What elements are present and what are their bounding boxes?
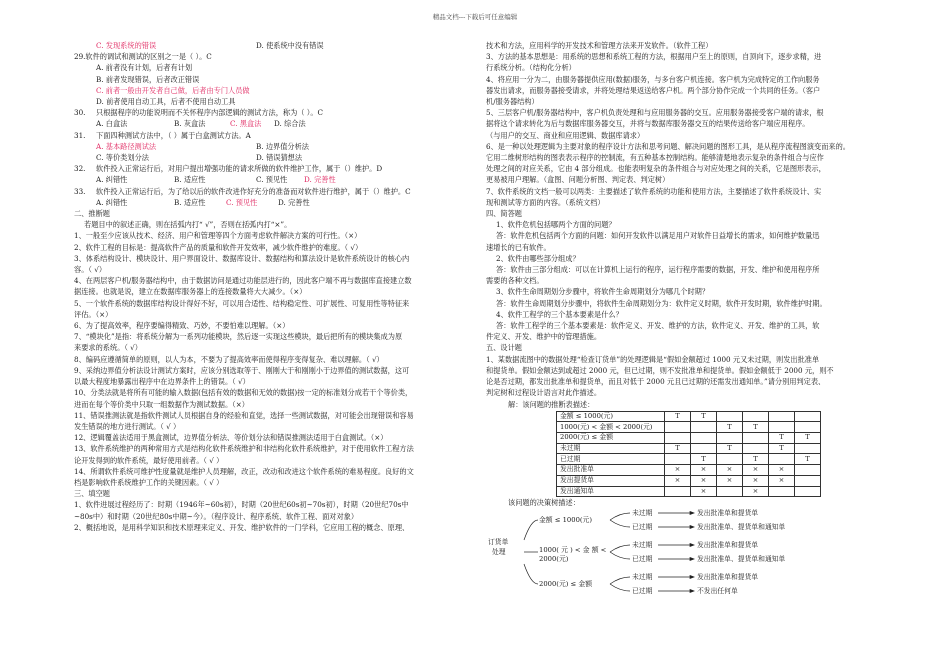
decision-table-row xyxy=(557,433,821,444)
q30-option-b: B. 灰盒法 xyxy=(174,119,206,129)
tree-leaf-cond-4: 已过期 xyxy=(632,555,653,564)
decision-table-cell: × xyxy=(769,465,795,476)
question-31 xyxy=(74,130,460,141)
judgement-9: 9、采纳边界值分析法设计测试方案时，应该分别选取等于、刚刚大于和刚刚小于边界值的测试数据，这可 xyxy=(74,365,410,375)
decision-tree-title: 该问题的决策树描述： xyxy=(508,498,580,508)
short-a2: 答：软件由三部分组成：可以在计算机上运行的程序，运行程序需要的数据，开发、维护和使用程序所 xyxy=(496,265,820,275)
decision-table-row-label: 发出批准单 xyxy=(557,465,665,476)
fill-6-cont2: 处理之间的对应关系，它由 4 部分组成。也能表明复杂的条件组合与对应处理之间的关系，它是图形表示， xyxy=(486,164,826,174)
decision-table-cell: × xyxy=(665,475,691,486)
judgement-3-cont: 容。（ √） xyxy=(74,265,107,275)
fill-4-cont: 器发出请求，而服务器接受请求，并将处理结果返送给客户机。两个部分协作完成一个共同的任务。（客户 xyxy=(486,85,821,95)
question-32 xyxy=(74,163,460,174)
judgement-1: 1、一般至少应该从技术、经济、用户和管理等四个方面考虑软件解决方案的可行性。（×） xyxy=(74,231,362,241)
q29-option-c: C. 前者一般由开发者自己做，后者由专门人员做 xyxy=(96,85,250,95)
judgement-11: 11、错误推测法就是指软件测试人员根据自身的经验和直觉，选择一些测试数据，对可能会出现错误和容易 xyxy=(74,410,414,420)
judgement-3: 3、体系结构设计、模块设计、用户界面设计、数据库设计、数据结构和算法设计是软件系统设计的核心内 xyxy=(74,253,410,263)
fill-1: 1、软件进展过程经历了：时期（1946年~60s初），时期（20世纪60s初~70s初），时期（20世纪70s中 xyxy=(74,500,409,510)
decision-table-cell: T xyxy=(691,454,717,465)
decision-table-row xyxy=(557,454,821,465)
judgement-10: 10、分类法就是将所有可能的输入数据(包括有效的数据和无效的数据)按一定的标准划分成若干个等价类， xyxy=(74,388,413,398)
decision-table-cell: T xyxy=(691,411,717,422)
decision-table-cell: T xyxy=(717,422,743,433)
decision-table-cell: × xyxy=(743,475,769,486)
fill-7-cont: 现和测试等方面的内容。（系统文档） xyxy=(486,197,605,207)
decision-table-cell: T xyxy=(665,443,691,454)
q31-options-cd xyxy=(74,152,460,163)
decision-table-row xyxy=(557,411,821,422)
page-header: 精品文档---下载后可任意编辑 xyxy=(432,13,518,21)
decision-table-cell xyxy=(665,433,691,444)
q31-option-b: B. 边界值分析法 xyxy=(256,141,309,151)
tree-leaf-cond-1: 未过期 xyxy=(632,509,653,518)
question-30 xyxy=(74,107,460,118)
decision-table-cell: T xyxy=(769,443,795,454)
q-top-options xyxy=(74,40,460,51)
decision-table-cell xyxy=(769,486,795,497)
decision-table-cell xyxy=(717,411,743,422)
q31-option-c: C. 等价类划分法 xyxy=(96,153,149,163)
fill-3-cont: 行系统分析。（结构化分析） xyxy=(486,63,576,73)
decision-table-cell: × xyxy=(665,465,691,476)
q31-options-ab xyxy=(74,141,460,152)
q29-option-a: A. 前者没有计划，后者有计划 xyxy=(96,63,193,73)
design-1-cont: 和提货单。假如金额达到或超过 2000 元，但已过期，则不发批准单和提货单。假如金额低于 2000 元，则不 xyxy=(486,365,834,375)
judgement-5: 5、一个软件系统的数据库结构设计得好不好，可以用合适性、结构稳定性、可扩展性、可复用性等特征来 xyxy=(74,298,410,308)
decision-table-cell: × xyxy=(691,486,717,497)
q32-num: 32. xyxy=(74,164,86,174)
decision-table-cell xyxy=(769,422,795,433)
section-judgement-heading: 二、推断题 xyxy=(74,209,110,219)
q31-option-a: A. 基本路径测试法 xyxy=(96,141,157,151)
q30-options xyxy=(74,118,460,129)
short-a2-cont: 需要的各种文档。 xyxy=(486,276,544,286)
tree-branch-low: 金额 ≤ 1000(元) xyxy=(539,516,593,525)
decision-table-cell: × xyxy=(769,475,795,486)
q33-option-d: D. 完善性 xyxy=(278,197,310,207)
decision-table-row-label: 未过期 xyxy=(557,443,665,454)
short-a4: 答：软件工程学的三个基本要素是：软件定义、开发、维护的方法，软件定义、开发、维护的工具，软 xyxy=(496,321,820,331)
decision-table-cell: T xyxy=(743,454,769,465)
decision-table-cell: × xyxy=(691,475,717,486)
decision-table-cell xyxy=(691,433,717,444)
tree-action-5: 发出批准单和提货单 xyxy=(697,573,759,582)
judgement-14: 14、所谓软件系统可维护性度量就是维护人员理解，改正，改动和改进这个软件系统的难易程度。良好的文 xyxy=(74,466,414,476)
q33-option-c: C. 预见性 xyxy=(226,197,258,207)
q32-option-b: B. 适应性 xyxy=(174,175,206,185)
decision-table-cell: T xyxy=(769,433,795,444)
tree-leaf-cond-3: 未过期 xyxy=(632,541,653,550)
design-1: 1、某数据流图中的数据处理“检查订货单”的处理逻辑是“假如金额超过 1000 元又未过期，则发出批准单 xyxy=(486,354,820,364)
decision-tree-lines xyxy=(486,510,878,620)
decision-table-cell: T xyxy=(665,411,691,422)
decision-table xyxy=(556,411,821,498)
tree-branch-mid-cont: 2000(元) xyxy=(539,555,569,564)
q32-option-a: A. 纠错性 xyxy=(96,175,128,185)
section-design-heading: 五、设计题 xyxy=(486,343,522,353)
judgement-14-cont: 档是影响软件系统维护工作的关键因素。（ √ ） xyxy=(74,477,224,487)
decision-table-cell xyxy=(795,475,821,486)
decision-table-row-label: 1000(元) < 金额 < 2000(元) xyxy=(557,422,665,433)
q30-stem: 只根据程序的功能说明而不关怀程序内部逻辑的测试方法，称为（ ）。C xyxy=(96,108,323,118)
judgement-13: 13、软件系统维护的两种常用方式是结构化软件系统维护和非结构化软件系统维护，对于使用软件工程方法 xyxy=(74,444,414,454)
decision-table-row-label: 已过期 xyxy=(557,454,665,465)
decision-table-cell xyxy=(769,411,795,422)
q33-num: 33. xyxy=(74,186,86,196)
decision-table-cell xyxy=(795,443,821,454)
q32-stem: 软件投入正常运行后，对用户提出增强功能的请求所做的软件维护工作，属于（）维护。D xyxy=(96,164,383,174)
decision-table-cell xyxy=(795,465,821,476)
decision-table-cell xyxy=(795,411,821,422)
section-fill-heading: 三、填空题 xyxy=(74,489,110,499)
decision-table-cell xyxy=(665,486,691,497)
decision-table-cell xyxy=(665,422,691,433)
judgement-4-cont: 据连接。也就是说，建立在数据库服务器上的连接数量将大大减少。（×） xyxy=(74,287,307,297)
q33-options xyxy=(74,197,460,208)
decision-table-cell: T xyxy=(795,454,821,465)
fill-5-cont2: （与用户的交互、商业和应用逻辑、数据库请求） xyxy=(486,130,645,140)
decision-table-cell: × xyxy=(743,486,769,497)
decision-table-cell: T xyxy=(717,443,743,454)
decision-table-cell xyxy=(717,433,743,444)
decision-table-cell: T xyxy=(795,433,821,444)
decision-table-cell xyxy=(665,454,691,465)
short-a1-cont: 速增长的已有软件。 xyxy=(486,242,551,252)
tree-action-3: 发出批准单和提货单 xyxy=(697,541,759,550)
short-q2: 2、软件由哪些部分组成？ xyxy=(496,253,580,263)
short-a4-cont: 件定义、开发、维护中的管理措施。 xyxy=(486,332,602,342)
fill-5: 5、三层客户机/服务器结构中，客户机负责处理和与应用服务器的交互。应用服务器接受客户端的请求，根 xyxy=(486,108,824,118)
option-c: C. 发现系统的错误 xyxy=(96,41,157,50)
option-d: D. 使系统中没有错误 xyxy=(256,41,324,50)
decision-table-cell xyxy=(691,422,717,433)
decision-table-cell: × xyxy=(691,465,717,476)
decision-table-cell xyxy=(717,486,743,497)
fill-6: 6、是一种以处理逻辑为主要对象的程序设计方法和思考问题、解决问题的图形工具，是从程序流程图演变而来的。 xyxy=(486,141,850,151)
q32-option-d: D. 完善性 xyxy=(304,175,336,185)
judgement-9-cont: 以最大程度地暴露出程序中在边界条件上的错误。（ √） xyxy=(74,377,250,387)
decision-table-cell: T xyxy=(743,422,769,433)
tree-action-1: 发出批准单和提货单 xyxy=(697,509,759,518)
design-1-cont2: 论是否过期，都发出批准单和提货单，而且对低于 2000 元且已过期的还需发出通知单。”请分别用判定表、 xyxy=(486,377,826,387)
question-33 xyxy=(74,186,460,197)
fill-6-cont: 它用二维树形结构的图表表示程序的控制流，有五种基本控制结构。能够清楚地表示复杂的条件组合与应作 xyxy=(486,153,824,163)
decision-table-cell xyxy=(795,486,821,497)
decision-table-cell xyxy=(743,411,769,422)
q33-option-b: B. 适应性 xyxy=(174,197,206,207)
judgement-7-cont: 来要求的系统。（ √） xyxy=(74,343,142,353)
judgement-12: 12、逻辑覆盖法适用于黑盒测试，边界值分析法、等价划分法和错误推测法适用于白盒测试。（×） xyxy=(74,433,388,443)
judgement-4: 4、在两层客户机/服务器结构中，由于数据访问是通过功能层进行的，因此客户端不再与数据库直接建立数 xyxy=(74,276,412,286)
short-a1: 答：软件危机包括两个方面的问题：如何开发软件以满足用户对软件日益增长的需求，如何维护数量迅 xyxy=(496,231,820,241)
tree-leaf-cond-5: 未过期 xyxy=(632,573,653,582)
judgement-8: 8、编码应遵循简单的原则，以人为本，不要为了提高效率而使得程序变得复杂、难以理解。（ √） xyxy=(74,354,384,364)
q30-num: 30. xyxy=(74,108,86,118)
tree-branch-mid: 1000( 元 ) < 金 额 < xyxy=(539,546,607,555)
decision-table-cell xyxy=(691,443,717,454)
fill-2-cont: 技术和方法，应用科学的开发技术和管理方法来开发软件。（软件工程） xyxy=(486,41,713,50)
q29-option-d: D. 前者使用自动工具，后者不使用自动工具 xyxy=(96,97,236,107)
decision-table-row-label: 发出提货单 xyxy=(557,475,665,486)
decision-table-cell: × xyxy=(717,465,743,476)
fill-1-cont: ~80s中）和时期（20世纪80s中期~今）。（程序设计、程序系统、软件工程、面对对象） xyxy=(74,511,359,521)
tree-root-line2: 处理 xyxy=(492,548,506,557)
q33-option-a: A. 纠错性 xyxy=(96,197,128,207)
decision-table-cell xyxy=(717,454,743,465)
q33-stem: 软件投入正常运行后，为了给以后的软件改进作好充分的准备而对软件进行维护，属于（）维护。C xyxy=(96,186,411,196)
decision-table-row xyxy=(557,422,821,433)
decision-table-row xyxy=(557,486,821,497)
decision-table-row xyxy=(557,465,821,476)
judgement-2: 2、软件工程的目标是：提高软件产品的质量和软件开发效率，减少软件维护的难度。（ √） xyxy=(74,242,363,252)
tree-action-6: 不发出任何单 xyxy=(697,587,738,596)
short-q3: 3、软件生命周期划分步骤中，将软件生命周期划分为哪几个时期？ xyxy=(496,287,710,297)
judgement-10-cont: 进而在每个等价类中只取一组数据作为测试数据。（×） xyxy=(74,399,249,409)
tree-action-4: 发出批准单、提货单和通知单 xyxy=(697,555,786,564)
judgement-6: 6、为了提高效率，程序要编得精致、巧妙，不要怕难以理解。（×） xyxy=(74,321,290,331)
decision-tree xyxy=(486,510,878,620)
judgement-7: 7、“模块化”是指：将系统分解为一系列功能模块，然后逐一实现这些模块，最后把所有的模块集成为原 xyxy=(74,332,403,342)
decision-table-cell xyxy=(743,443,769,454)
question-29: 29.软件的调试和测试的区别之一是（ ）。C xyxy=(74,52,212,62)
decision-table-cell xyxy=(769,454,795,465)
q31-option-d: D. 错误猜想法 xyxy=(256,153,303,163)
decision-table-row xyxy=(557,475,821,486)
fill-6-cont3: 更易被用户理解。（盒图、问题分析图、判定表、判定树） xyxy=(486,175,670,185)
decision-table-row xyxy=(557,443,821,454)
decision-table-cell xyxy=(743,433,769,444)
tree-root-line1: 订货单 xyxy=(488,538,509,547)
q31-stem: 下面四种测试方法中，（ ）属于白盒测试方法。A xyxy=(96,130,251,140)
tree-leaf-cond-2: 已过期 xyxy=(632,523,653,532)
answer-intro: 解：该问题的推断表描述： xyxy=(508,399,595,409)
judgement-11-cont: 发生错误的地方进行测试。（ √ ） xyxy=(74,421,181,431)
fill-4: 4、将应用一分为二，由服务器提供应用(数据)服务，与多台客户机连接。客户机为完成特定的工作向服务 xyxy=(486,74,820,84)
q32-option-c: C. 预见性 xyxy=(256,175,288,185)
right-column xyxy=(486,40,878,620)
decision-table-row-label: 金额 ≤ 1000(元) xyxy=(557,411,665,422)
decision-table-row-label: 发出通知单 xyxy=(557,486,665,497)
q32-options xyxy=(74,174,460,185)
short-q1: 1、软件危机包括哪两个方面的问题？ xyxy=(496,220,616,230)
tree-action-2: 发出批准单、提货单和通知单 xyxy=(697,523,786,532)
tree-leaf-cond-6: 已过期 xyxy=(632,587,653,596)
fill-4-cont2: 机/服务器结构） xyxy=(486,97,539,107)
short-a3: 答：软件生命周期划分步骤中，将软件生命周期划分为：软件定义时期，软件开发时期，软件维护时期。 xyxy=(496,298,827,308)
q29-option-b: B. 前者发现错误，后者改正错误 xyxy=(96,74,200,84)
design-1-cont3: 判定树和过程设计语言对此作描述。 xyxy=(486,388,602,398)
q30-option-d: D. 综合法 xyxy=(274,119,306,129)
fill-2: 2、概括地说，是用科学知识和技术原理来定义、开发、维护软件的一门学科，它应用工程的概念、原理、 xyxy=(74,522,410,532)
section-judgement-intro: 若题目中的叙述正确，则在括弧内打“ √”，否则在括弧内打“×”。 xyxy=(84,220,292,230)
decision-table-cell: × xyxy=(743,465,769,476)
decision-table-cell: × xyxy=(717,475,743,486)
short-q4: 4、软件工程学的三个基本要素是什么？ xyxy=(496,309,623,319)
q30-option-c: C. 黑盒法 xyxy=(230,119,262,129)
fill-7: 7、软件系统的文档一般可以两类：主要描述了软件系统的功能和使用方法，主要描述了软件系统设计、实 xyxy=(486,186,822,196)
decision-table-row-label: 2000(元) ≤ 金额 xyxy=(557,433,665,444)
q31-num: 31. xyxy=(74,130,86,140)
section-short-answer-heading: 四、简答题 xyxy=(486,209,522,219)
judgement-5-cont: 评估。（×） xyxy=(74,309,113,319)
fill-5-cont: 据将这个请求转化为后与数据库服务器交互，并将与数据库服务器交互的结果传送给客户端应用程序。 xyxy=(486,119,810,129)
decision-table-cell xyxy=(795,422,821,433)
q30-option-a: A. 白盒法 xyxy=(96,119,128,129)
fill-3: 3、方法的基本思想是：用系统的思想和系统工程的方法，根据用户至上的原则，自顶向下，逐步求精，进 xyxy=(486,52,822,62)
tree-branch-high: 2000(元) ≤ 金额 xyxy=(539,580,593,589)
judgement-13-cont: 论开发得到的软件系统，最好使用前者。（ √ ） xyxy=(74,455,224,465)
left-column xyxy=(74,40,460,533)
